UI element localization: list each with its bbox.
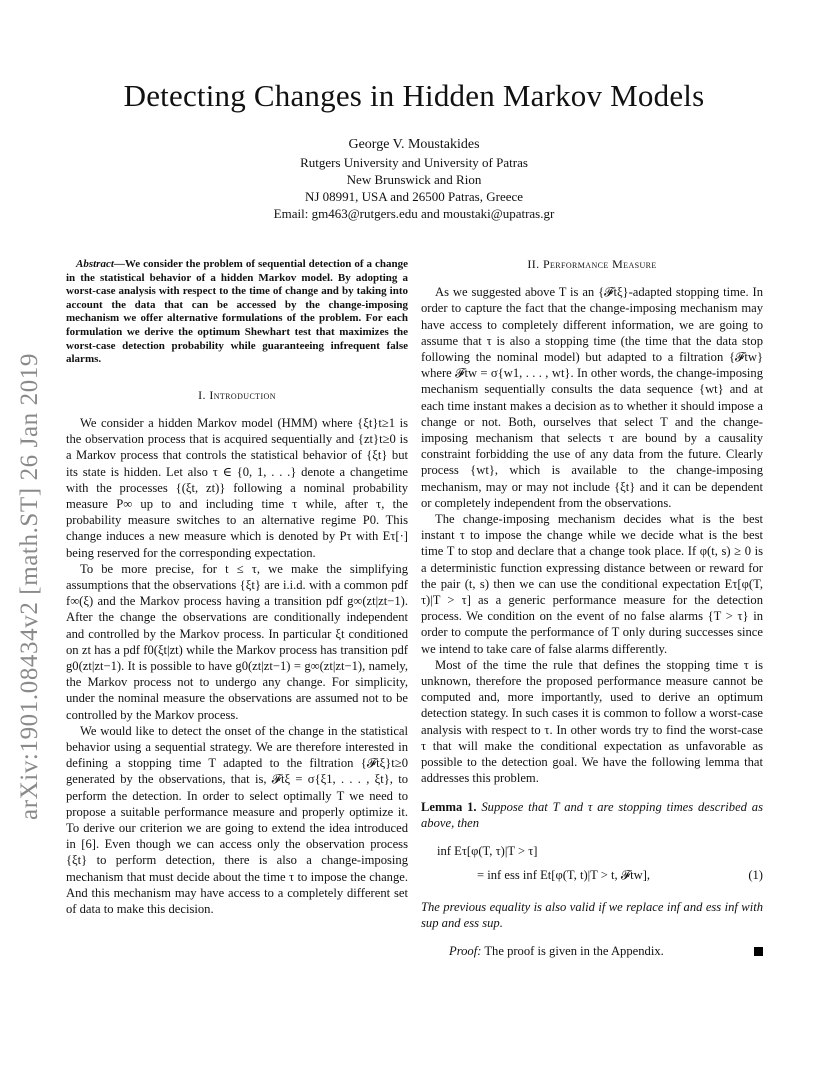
lemma-remark: The previous equality is also valid if we replace inf and ess inf with sup and ess sup.: [421, 899, 763, 931]
right-column: [421, 256, 763, 960]
left-column: [66, 258, 408, 917]
lemma-statement: Suppose that T and τ are stopping times described as above, then: [421, 799, 763, 830]
abstract-label: Abstract: [76, 258, 114, 270]
section-title: Performance Measure: [542, 257, 657, 271]
author-name: George V. Moustakides: [348, 137, 480, 152]
arxiv-stamp: arXiv:1901.08434v2 [math.ST] 26 Jan 2019: [16, 352, 43, 820]
affiliation-line: Rutgers University and University of Patras: [300, 155, 528, 170]
lemma-label: Lemma 1.: [421, 799, 477, 814]
section-heading-introduction: [66, 387, 408, 403]
affiliation-line: NJ 08991, USA and 26500 Patras, Greece: [304, 189, 524, 204]
section-number: II.: [527, 257, 540, 271]
abstract-dash: —: [113, 258, 125, 270]
proof-label: Proof:: [449, 944, 482, 959]
author-email-line: Email: gm463@rutgers.edu and moustaki@upatras.gr: [273, 206, 555, 221]
paper-title: Detecting Changes in Hidden Markov Models: [123, 78, 705, 113]
perf-paragraph: The change-imposing mechanism decides what is the best instant τ to impose the change while we decide what is the best time T to stop and declare that a change took place. If φ(t, s) ≥ 0 is a deterministic function expressing distance between or reward for the pair (t, s) then we can use the conditional expectation Eτ[φ(T, τ)|T > τ] as a generic performance measure for the detection process. We condition on the event of no false alarms {T > τ} in order to compute the performance of T only during successes since we intend to take care of false alarms differently.: [421, 512, 763, 656]
perf-paragraph: As we suggested above T is an {𝓕tξ}-adapted stopping time. In order to capture the fact that the change-imposing mechanism may have access to completely different information, we are going to assume that τ is also a stopping time (the time that the data stop following the nominal model) but adapted to a filtration {𝓕tw} where 𝓕tw = σ{w1, . . . , wt}. In other words, the change-imposing mechanism sequentially consults the data sequence {wt} and at each time instant makes a decision as to whether it should impose a change or not. Both, ourselves that select T and the change-imposing mechanism that selects τ are bound by a causality constraint forbidding the use of any data from the future. Clearly process {wt}, which is available to the change-imposing mechanism, may or may not include {ξt} and it can be dependent or completely independent from the observations.: [421, 285, 763, 510]
author-block: [0, 136, 828, 222]
abstract-text: We consider the problem of sequential detection of a change in the statistical behavior of a hidden Markov model. By adopting a worst-case analysis with respect to the time of change and by taking into account the data that can be accessed by the change-imposing mechanism we offer alternative formulations of the problem. For each formulation we derive the optimum Shewhart test that maximizes the worst-case detection probability while guaranteeing infrequent false alarms.: [66, 258, 408, 366]
proof-text: The proof is given in the Appendix.: [484, 944, 664, 959]
section-title: Introduction: [209, 387, 276, 402]
section-heading-performance-measure: [421, 256, 763, 272]
intro-paragraph: We consider a hidden Markov model (HMM) where {ξt}t≥1 is the observation process that is acquired sequentially and {zt}t≥0 is a Markov process that controls the statistical behavior of {ξt} but its state is hidden. Let also τ ∈ {0, 1, . . .} denote a changetime with the processes {(ξt, zt)} following a nominal probability measure P∞ up to and including time τ while, after τ, the probability measure switches to an alternative regime P0. This change induces a new measure which is denoted by Pτ with Eτ[·] being reserved for the corresponding expectation.: [66, 415, 408, 560]
abstract: [66, 258, 408, 367]
affiliation-line: New Brunswick and Rion: [346, 172, 482, 187]
perf-paragraph: Most of the time the rule that defines the stopping time τ is unknown, therefore the proposed performance measure cannot be computed and, more importantly, used to derive an optimum detection stategy. In such cases it is common to follow a worst-case analysis with respect to τ. In other words try to find the worst-case τ that will make the conditional expectation as unfavorable as possible to the detection goal. We have the following lemma that addresses this problem.: [421, 657, 763, 786]
equation-line-1: inf Eτ[φ(T, τ)|T > τ]: [437, 843, 538, 858]
intro-paragraph: We would like to detect the onset of the change in the statistical behavior using a sequential strategy. We are therefore interested in defining a stopping time T adapted to the filtration {𝓕tξ}t≥0 generated by the observations, that is, 𝓕tξ = σ{ξ1, . . . , ξt}, to perform the detection. In order to select optimally T we need to propose a suitable performance measure and properly optimize it. To derive our criterion we are going to extend the idea introduced in [6]. Even though we can access only the observation process {ξt} to perform detection, there is also a change-imposing mechanism that must decide about the time τ to impose the change. And this mechanism may have access to a completely different set of data to make this decision.: [66, 723, 408, 917]
section-number: I.: [198, 387, 206, 402]
lemma: [421, 799, 763, 831]
equation-line-2: = inf ess inf Et[φ(T, t)|T > t, 𝓕tw],: [477, 867, 651, 882]
equation-number: (1): [748, 867, 763, 882]
qed-box-icon: [754, 947, 763, 956]
equation-1: [421, 839, 763, 891]
intro-paragraph: To be more precise, for t ≤ τ, we make the simplifying assumptions that the observations {ξt} are i.i.d. with a common pdf f∞(ξ) and the Markov process having a transition pdf g∞(zt|zt−1). After the change the observations are conditionally independent and controlled by the Markov process. In particular ξt conditioned on zt has a pdf f0(ξt|zt) while the Markov process has transition pdf g0(zt|zt−1). It is possible to have g0(zt|zt−1) = g∞(zt|zt−1), namely, the Markov process not to undergo any change. For simplicity, under the nominal measure the observations are assumed not to be controlled by the Markov process.: [66, 561, 408, 722]
proof: [421, 943, 763, 959]
